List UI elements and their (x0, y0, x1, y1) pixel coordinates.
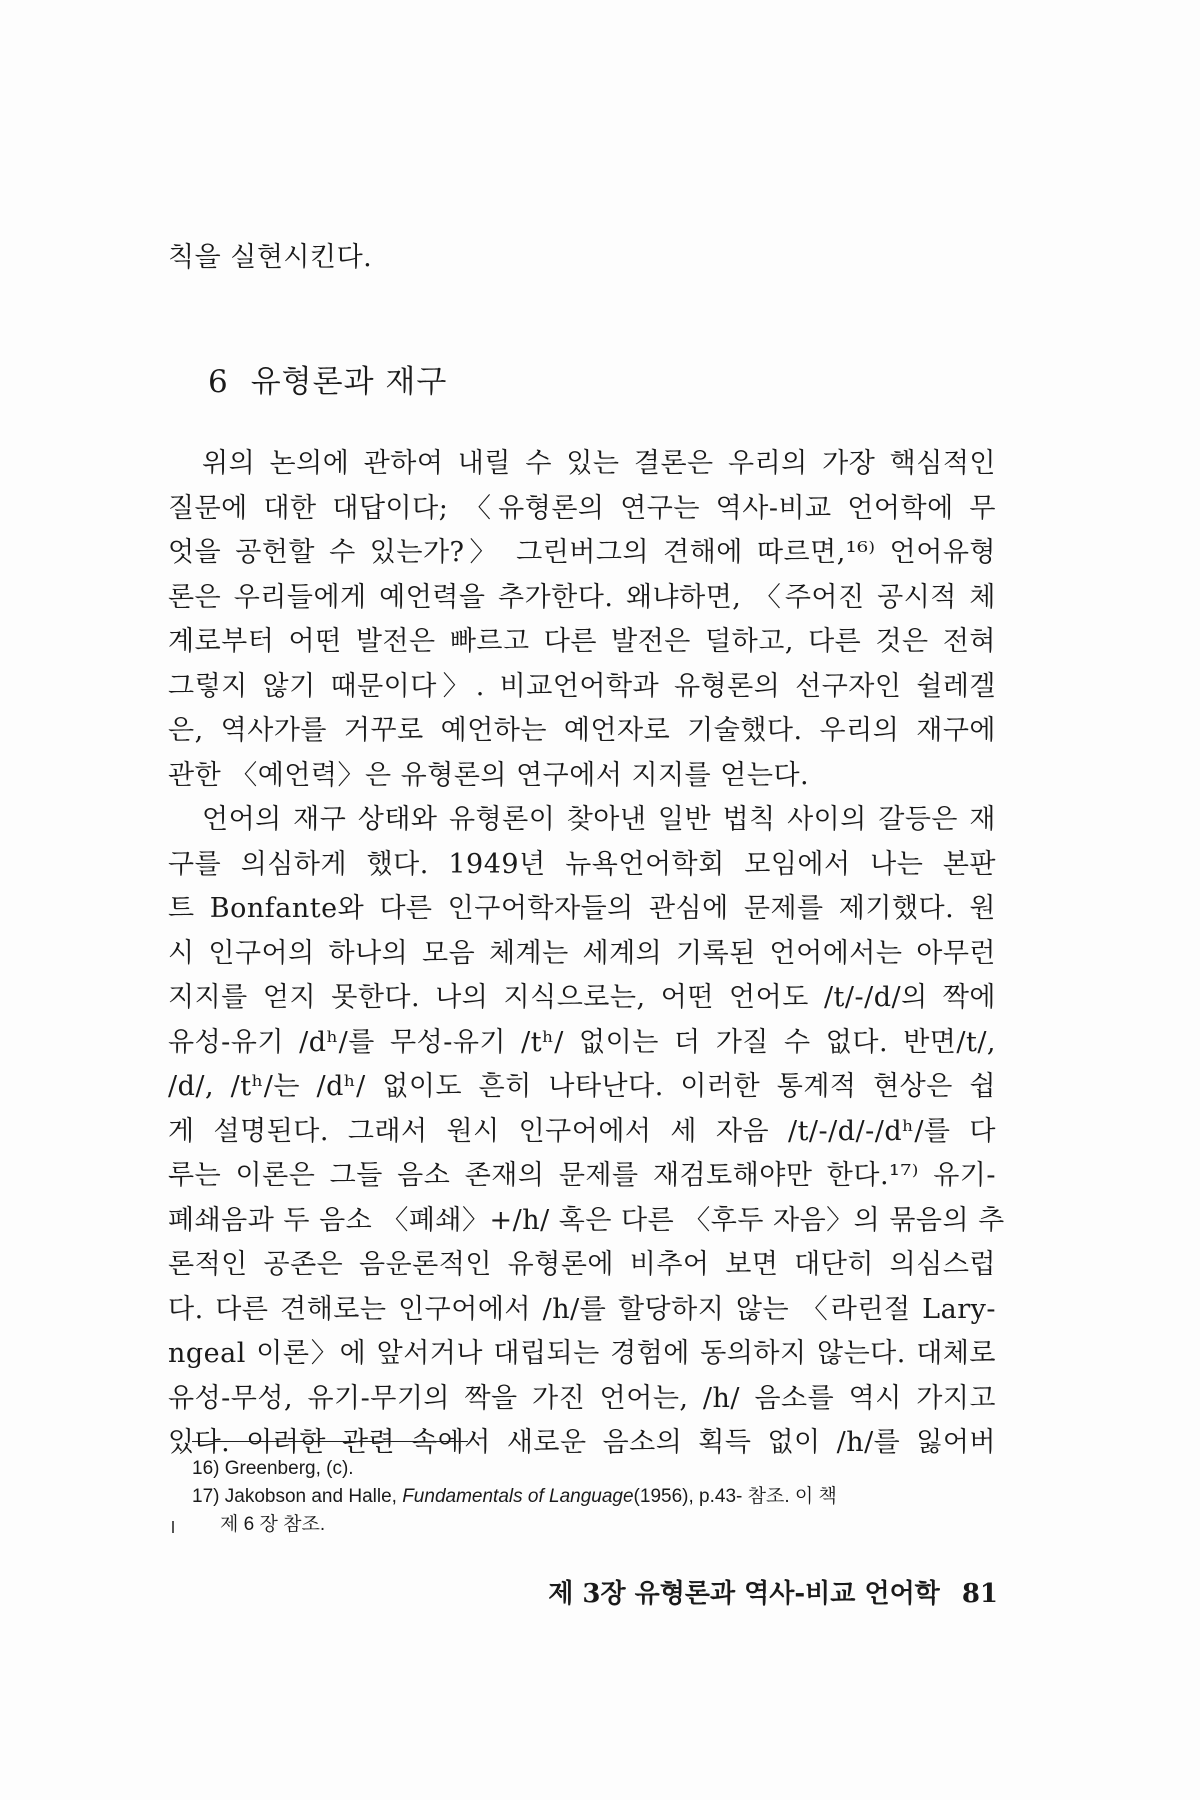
body-line: /d/, /tʰ/는 /dʰ/ 없이도 흔히 나타난다. 이러한 통계적 현상은 쉽 (168, 1071, 996, 1102)
body-line: 론적인 공존은 음운론적인 유형론에 비추어 보면 대단히 의심스럽 (168, 1249, 996, 1280)
body-text (168, 442, 1005, 1466)
body-line: 그렇지 않기 때문이다〉. 비교언어학과 유형론의 선구자인 쉴레겔 (168, 670, 996, 702)
body-line: 언어의 재구 상태와 유형론이 찾아낸 일반 법칙 사이의 갈등은 재 (202, 804, 996, 835)
footnote-book-title: Fundamentals of Language (402, 1486, 634, 1507)
body-line: 관한 〈예언력〉은 유형론의 연구에서 지지를 얻는다. (168, 759, 810, 791)
body-line: 위의 논의에 관하여 내릴 수 있는 결론은 우리의 가장 핵심적인 (202, 448, 996, 479)
body-line: 계로부터 어떤 발전은 빠르고 다른 발전은 덜하고, 다른 것은 전혀 (168, 626, 996, 657)
footnote-17-continuation: 제 6 장 참조. (220, 1514, 326, 1535)
page-number: 81 (961, 1579, 998, 1609)
footnote-16 (192, 1455, 992, 1483)
body-line: 엇을 공헌할 수 있는가?〉 그린버그의 견해에 따르면,¹⁶⁾ 언어유형 (168, 537, 996, 568)
footnote-label: 16) (192, 1458, 220, 1479)
margin-tick-mark (172, 1521, 174, 1533)
running-footer (540, 1577, 998, 1611)
body-line: 유성-무성, 유기-무기의 짝을 가진 언어는, /h/ 음소를 역시 가지고 (168, 1382, 996, 1414)
footnote-label: 17) (192, 1486, 220, 1507)
footnote-17 (192, 1483, 992, 1511)
body-line: 은, 역사가를 거꾸로 예언하는 예언자로 기술했다. 우리의 재구에 (168, 715, 996, 746)
body-line: 폐쇄음과 두 음소 〈폐쇄〉+/h/ 혹은 다른 〈후두 자음〉의 묶음의 추 (168, 1204, 1005, 1236)
body-line: 있다. 이러한 관련 속에서 새로운 음소의 획득 없이 /h/를 잃어버 (168, 1427, 996, 1458)
body-line: 다. 다른 견해로는 인구어에서 /h/를 할당하지 않는 〈라린절 Lary- (168, 1293, 996, 1325)
section-heading (208, 362, 447, 402)
footnotes (192, 1455, 992, 1539)
body-line: 루는 이론은 그들 음소 존재의 문제를 재검토해야만 한다.¹⁷⁾ 유기- (168, 1160, 996, 1191)
chapter-title: 제 3장 유형론과 역사-비교 언어학 (548, 1579, 940, 1609)
body-line: 지지를 얻지 못한다. 나의 지식으로는, 어떤 언어도 /t/-/d/의 짝에 (168, 982, 996, 1013)
body-line: 론은 우리들에게 예언력을 추가한다. 왜냐하면, 〈주어진 공시적 체 (168, 581, 996, 613)
body-line: 게 설명된다. 그래서 원시 인구어에서 세 자음 /t/-/d/-/dʰ/를 다 (168, 1115, 996, 1147)
footnote-text: Jakobson and Halle, (224, 1486, 403, 1507)
body-line: 질문에 대한 대답이다; 〈유형론의 연구는 역사-비교 언어학에 무 (168, 492, 996, 524)
opening-line: 칙을 실현시킨다. (168, 242, 373, 273)
body-line: 시 인구어의 하나의 모음 체계는 세계의 기록된 언어에서는 아무런 (168, 937, 996, 969)
section-number: 6 (208, 364, 229, 400)
section-title: 유형론과 재구 (250, 364, 448, 400)
body-line: 트 Bonfante와 다른 인구어학자들의 관심에 문제를 제기했다. 원 (168, 893, 996, 924)
body-line: 유성-유기 /dʰ/를 무성-유기 /tʰ/ 없이는 더 가질 수 없다. 반면/t/, (168, 1026, 996, 1058)
body-line: 구를 의심하게 했다. 1949년 뉴욕언어학회 모임에서 나는 본판 (168, 848, 996, 880)
footnote-divider (192, 1441, 468, 1442)
footnote-text: Greenberg, (c). (224, 1458, 354, 1479)
body-line: ngeal 이론〉에 앞서거나 대립되는 경험에 동의하지 않는다. 대체로 (168, 1338, 996, 1369)
footnote-text: (1956), p.43- 참조. 이 책 (633, 1486, 837, 1507)
